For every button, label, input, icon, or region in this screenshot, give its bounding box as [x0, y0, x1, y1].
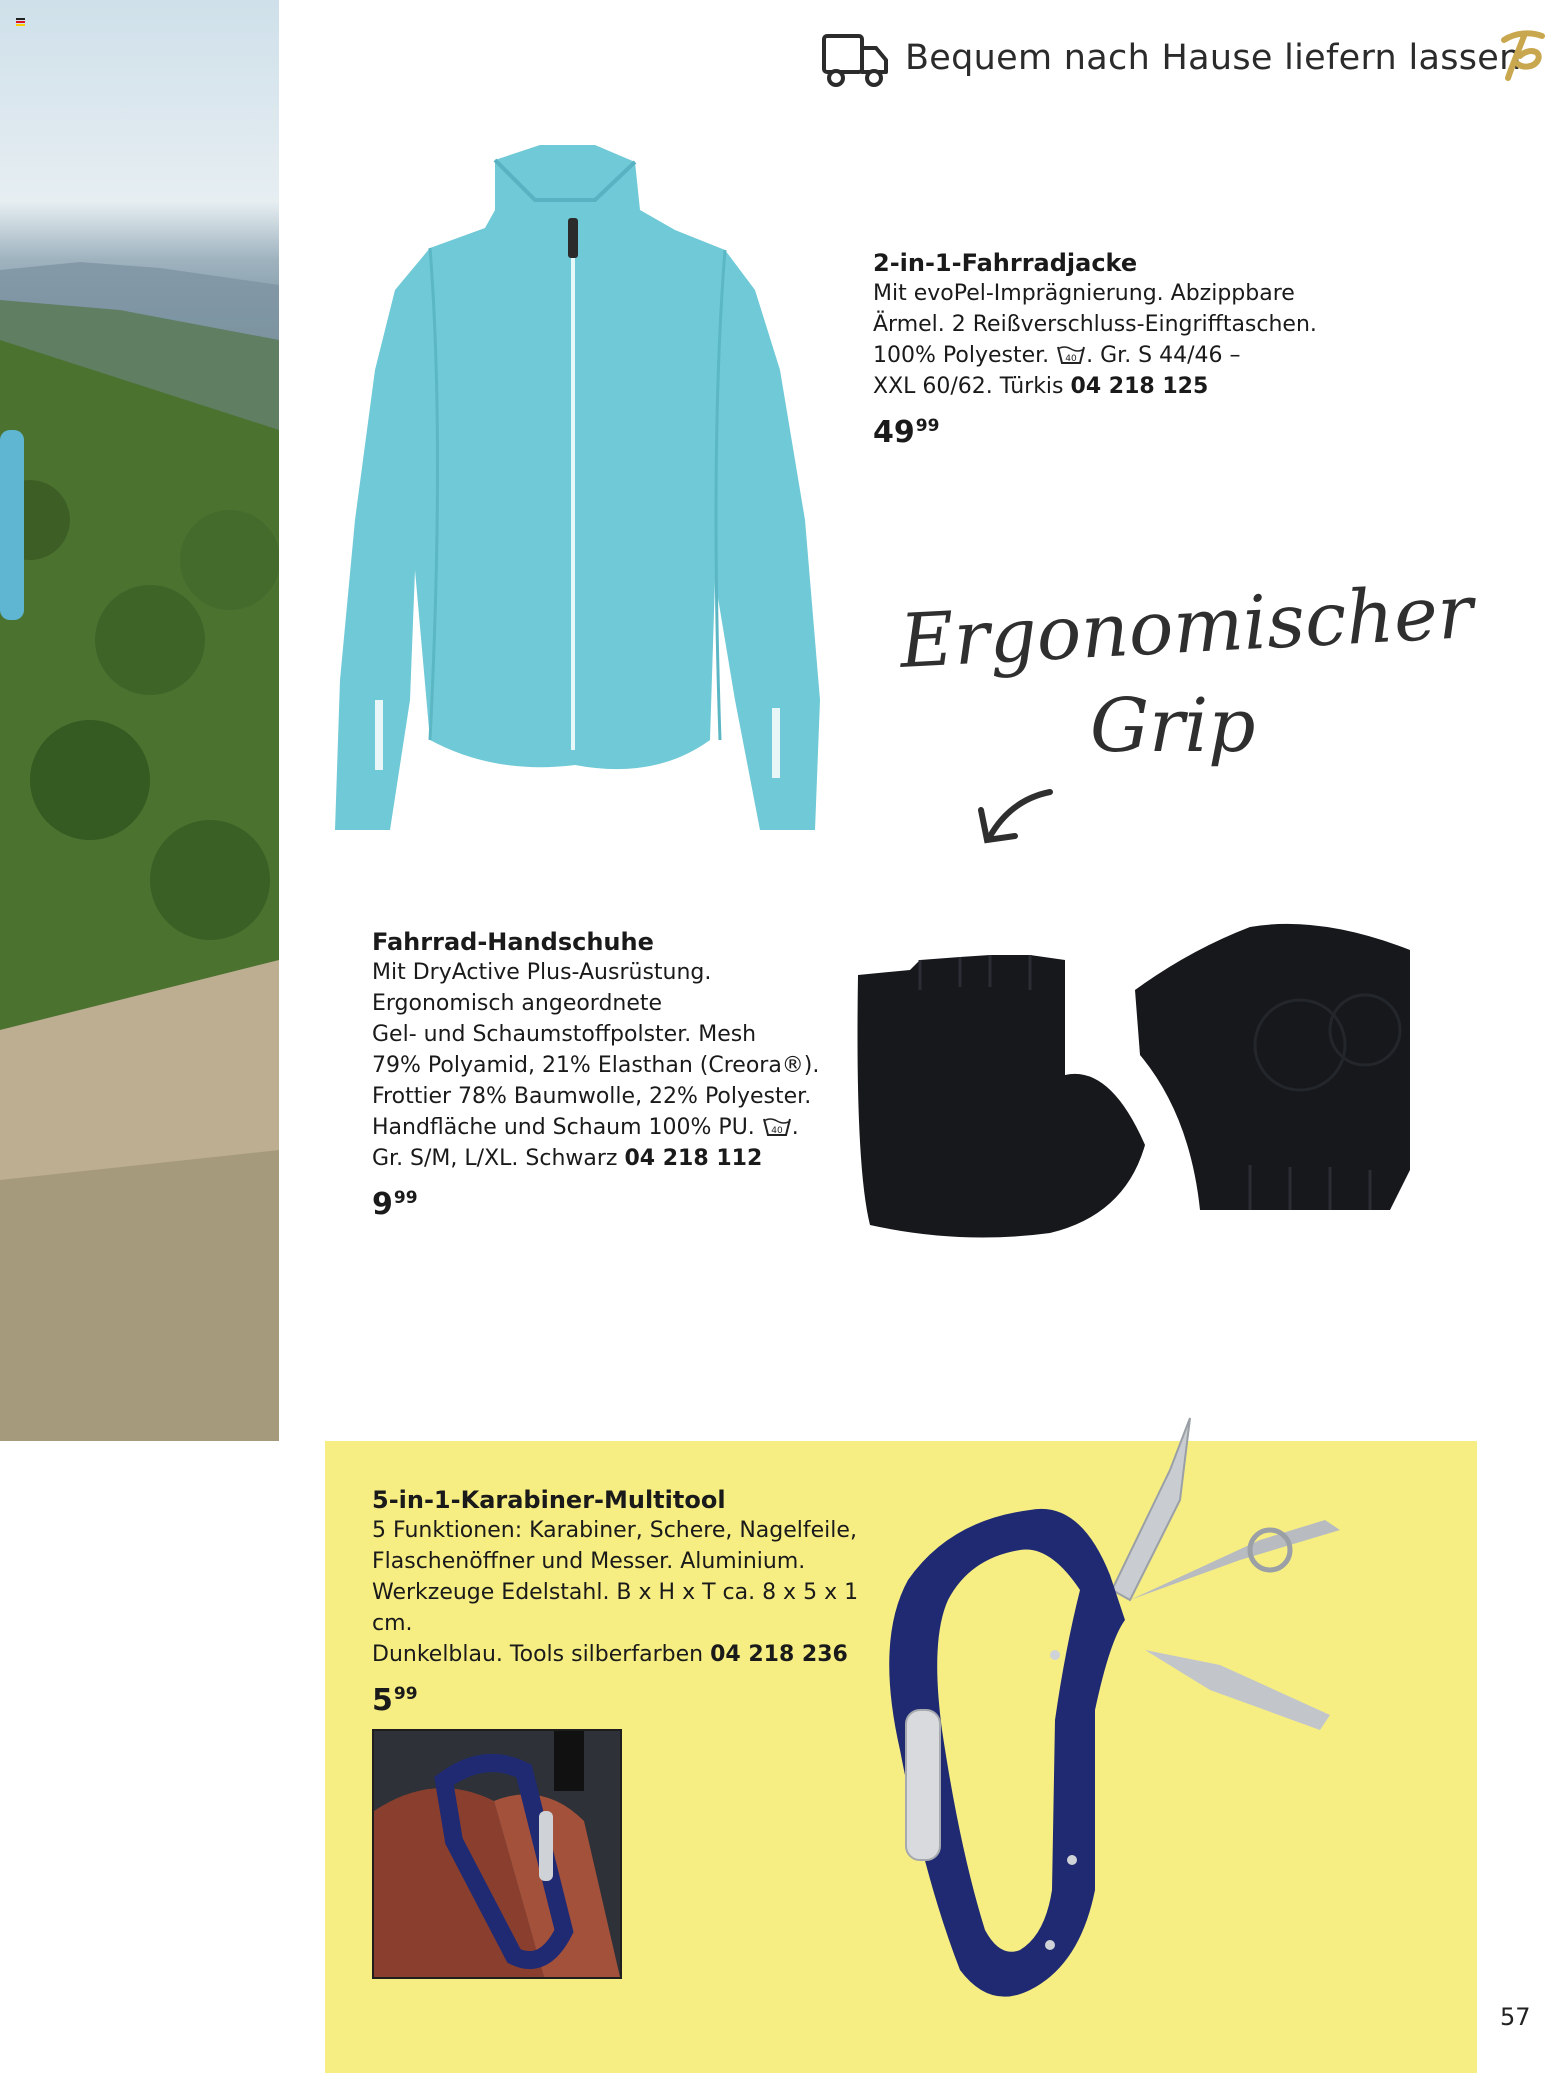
gloves-desc-line: Gr. S/M, L/XL. Schwarz 04 218 112	[372, 1146, 763, 1171]
gloves-desc-line: 79% Polyamid, 21% Elasthan (Creora®).	[372, 1053, 820, 1078]
gloves-desc-line: Gel- und Schaumstoffpolster. Mesh	[372, 1022, 757, 1047]
jacket-desc-line: Ärmel. 2 Reißverschluss-Eingrifftaschen.	[873, 312, 1317, 337]
jacket-desc-line	[873, 340, 1333, 371]
page-number: 57	[1500, 2003, 1531, 2031]
arrow-icon	[975, 780, 1055, 854]
multitool-article-number: 04 218 236	[710, 1642, 848, 1667]
jacket-image	[335, 140, 825, 844]
multitool-title: 5-in-1-Karabiner-Multitool	[372, 1486, 726, 1514]
script-line-2: Grip	[1090, 683, 1256, 769]
jacket-description	[873, 278, 1333, 402]
jacket-desc-line: Mit evoPel-Imprägnierung. Abzippbare	[873, 281, 1295, 306]
svg-text:40: 40	[1065, 354, 1077, 364]
multitool-image	[880, 1410, 1360, 2014]
multitool-desc-line: 5 Funktionen: Karabiner, Schere, Nagelfeile,	[372, 1518, 857, 1543]
gloves-desc-line: Handfläche und Schaum 100% PU. 40 .	[372, 1115, 799, 1140]
wash-40-icon	[1056, 344, 1086, 366]
gloves-desc-line: Ergonomisch angeordnete	[372, 991, 663, 1016]
delivery-header: Bequem nach Hause liefern lassen	[905, 38, 1522, 78]
multitool-desc-line: Werkzeuge Edelstahl. B x H x T ca. 8 x 5 x 1 cm.	[372, 1580, 859, 1636]
multitool-inset-photo	[372, 1729, 622, 1979]
gloves-desc-line: Mit DryActive Plus-Ausrüstung.	[372, 960, 712, 985]
jacket-article-number: 04 218 125	[1070, 374, 1209, 399]
multitool-price: $5^{99}$	[372, 1683, 418, 1718]
gloves-title: Fahrrad-Handschuhe	[372, 928, 654, 956]
brand-logo-icon	[1498, 26, 1546, 88]
jacket-material: 100% Polyester.	[873, 343, 1050, 368]
script-callout	[897, 569, 1476, 769]
gloves-image	[850, 915, 1420, 1249]
jacket-title: 2-in-1-Fahrradjacke	[873, 249, 1138, 277]
landscape-photo	[0, 0, 279, 1441]
script-line-1: Ergonomischer	[897, 569, 1476, 685]
multitool-desc-line: Flaschenöffner und Messer. Aluminium.	[372, 1549, 806, 1574]
gloves-description	[372, 957, 832, 1174]
jacket-price: $49^{99}$	[873, 415, 940, 450]
svg-text:40: 40	[771, 1126, 783, 1136]
jacket-desc-line: XXL 60/62. Türkis 04 218 125	[873, 374, 1209, 399]
multitool-description	[372, 1515, 892, 1670]
multitool-desc-line: Dunkelblau. Tools silberfarben 04 218 236	[372, 1642, 848, 1667]
wash-40-icon	[762, 1116, 792, 1138]
gloves-price: $9^{99}$	[372, 1187, 418, 1222]
gloves-article-number: 04 218 112	[624, 1146, 763, 1171]
gloves-product-info	[372, 927, 832, 1223]
jacket-product-info	[873, 248, 1333, 451]
truck-icon	[820, 32, 890, 94]
jacket-sizes: . Gr. S 44/46 –	[1086, 343, 1241, 368]
gloves-desc-line: Frottier 78% Baumwolle, 22% Polyester.	[372, 1084, 812, 1109]
multitool-product-info	[372, 1485, 892, 1719]
